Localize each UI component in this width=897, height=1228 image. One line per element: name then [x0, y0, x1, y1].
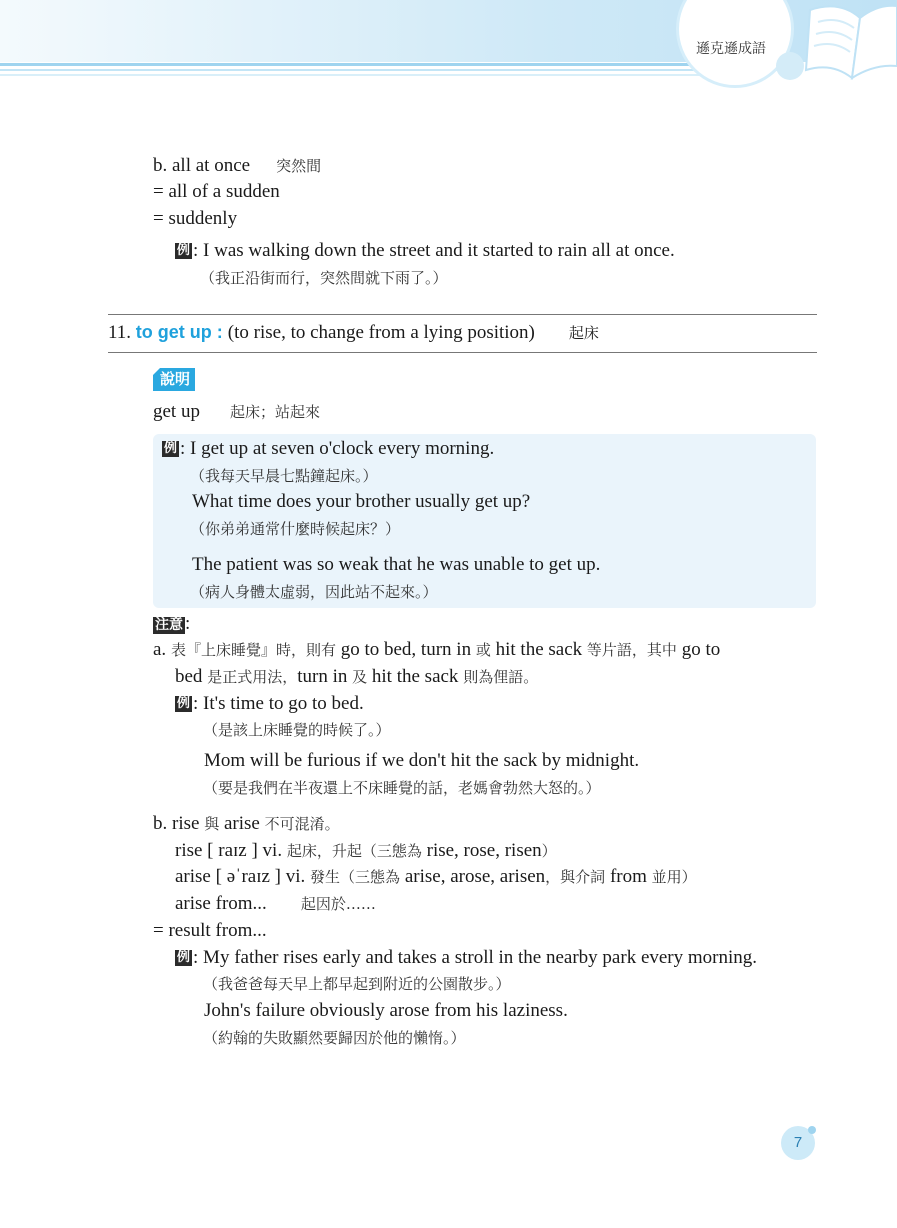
example-en — [175, 692, 364, 716]
example-zh: （約翰的失敗顯然要歸因於他的懶惰。） — [203, 1029, 466, 1047]
example-zh: （要是我們在半夜還上不床睡覺的話，老媽會勃然大怒的。） — [203, 779, 601, 797]
divider — [108, 352, 817, 353]
example-zh: （我每天早晨七點鐘起床。） — [190, 467, 378, 485]
term-zh: 起床；站起來 — [229, 403, 320, 421]
example-zh: （是該上床睡覺的時候了。） — [203, 721, 391, 739]
entry-number: 11. — [108, 322, 136, 343]
book-icon — [800, 0, 897, 90]
example-en — [175, 239, 675, 263]
note-colon: : — [185, 613, 191, 634]
example-zh: （我爸爸每天早上都早起到附近的公園散步。） — [203, 975, 511, 993]
example-text: : It's time to go to bed. — [193, 693, 364, 714]
arise-line: arise [ əˈraɪz ] vi. 發生（三態為 arise, arose, arisen，與介詞 from 並用） — [175, 866, 697, 887]
explain-badge: 說明 — [153, 368, 195, 391]
divider — [108, 314, 817, 315]
note-badge: 注意 — [155, 617, 183, 633]
example-zh: （病人身體太虛弱，因此站不起來。） — [190, 583, 438, 601]
synonym: = all of a sudden — [153, 181, 280, 202]
example-text: : I was walking down the street and it started to rain all at once. — [193, 240, 675, 261]
note-heading — [153, 612, 190, 636]
term-zh: 突然間 — [276, 157, 322, 175]
page-number-dot — [808, 1126, 816, 1134]
term-line — [153, 400, 320, 424]
example-en: What time does your brother usually get up? — [192, 491, 531, 512]
entry-meaning: 起床 — [568, 324, 599, 342]
entry-definition: (to rise, to change from a lying position) — [227, 322, 535, 343]
example-en — [175, 946, 757, 970]
header-title: 遜克遜成語 — [696, 41, 766, 57]
example-mark: 例 — [177, 950, 191, 965]
arise-from-line: arise from... 起因於…… — [175, 893, 376, 914]
rise-line: rise [ raɪz ] vi. 起床，升起（三態為 rise, rose, risen） — [175, 840, 557, 861]
entry-title — [108, 320, 599, 345]
synonym: = suddenly — [153, 208, 238, 229]
example-mark: 例 — [177, 243, 191, 258]
example-text: : My father rises early and takes a stroll in the nearby park every morning. — [193, 947, 758, 968]
note-b-line: b. rise 與 arise 不可混淆。 — [153, 813, 340, 834]
note-a-line2: bed 是正式用法，turn in 及 hit the sack 則為俚語。 — [175, 666, 539, 687]
header-stripe — [0, 69, 780, 71]
example-mark: 例 — [177, 696, 191, 711]
term: get up — [153, 401, 200, 422]
note-a-line1: a. 表『上床睡覺』時，則有 go to bed, turn in 或 hit the sack 等片語，其中 go to — [153, 639, 721, 660]
term: b. all at once — [153, 155, 251, 176]
header-stripe — [0, 63, 800, 66]
synonym: = result from... — [153, 920, 267, 941]
term-line — [153, 154, 321, 178]
example-text: : I get up at seven o'clock every morning. — [180, 438, 495, 459]
example-zh: （你弟弟通常什麼時候起床？） — [190, 520, 401, 538]
example-zh: （我正沿街而行，突然間就下雨了。） — [200, 269, 448, 287]
example-mark: 例 — [164, 441, 178, 456]
entry-phrase: to get up : — [135, 322, 228, 342]
example-en: John's failure obviously arose from his laziness. — [204, 1000, 568, 1021]
example-en — [162, 437, 494, 461]
example-en: The patient was so weak that he was unable to get up. — [192, 554, 601, 575]
example-en: Mom will be furious if we don't hit the sack by midnight. — [204, 750, 640, 771]
page-number: 7 — [781, 1126, 815, 1160]
header-stripe — [0, 74, 760, 76]
